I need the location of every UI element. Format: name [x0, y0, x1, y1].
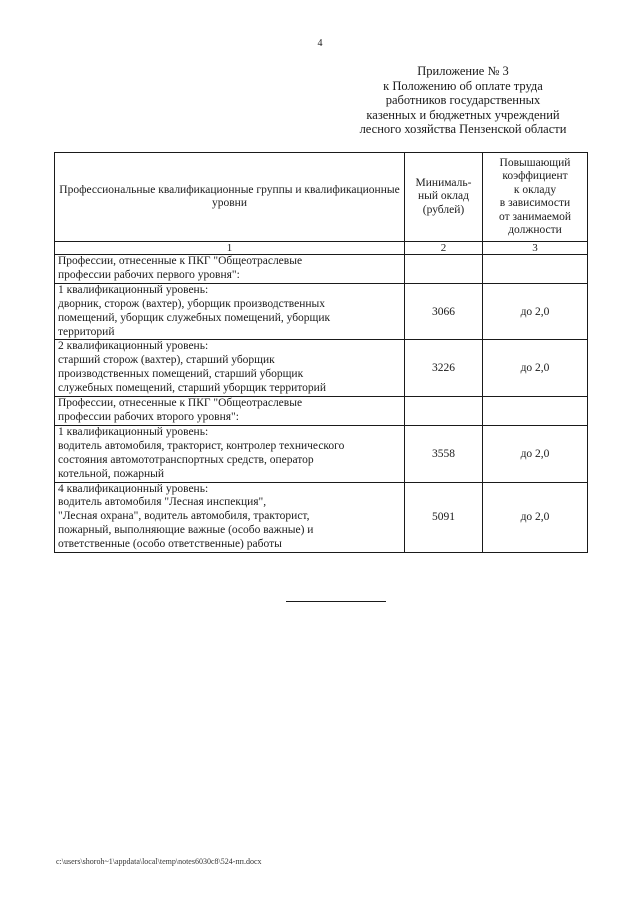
header-salary-line: ный оклад — [418, 190, 469, 203]
row-salary: 5091 — [405, 482, 483, 553]
header-coefficient — [483, 153, 588, 242]
appendix-line: лесного хозяйства Пензенской области — [359, 122, 567, 137]
row-coefficient: до 2,0 — [483, 283, 588, 340]
row-line: 1 квалификационный уровень: — [58, 283, 209, 296]
row-line: дворник, сторож (вахтер), уборщик производственных — [58, 297, 326, 310]
row-line: котельной, пожарный — [58, 467, 164, 480]
appendix-line: к Положению об оплате труда — [383, 78, 543, 93]
row-salary — [405, 255, 483, 284]
salary-table — [54, 152, 588, 553]
header-coefficient-line: от занимаемой — [498, 210, 572, 223]
header-coefficient-line: в зависимости — [499, 197, 571, 209]
row-description — [55, 482, 405, 553]
header-salary-line: (рублей) — [422, 203, 465, 216]
row-line: пожарный, выполняющие важные (особо важные) и — [58, 524, 314, 537]
end-divider — [286, 601, 386, 602]
row-coefficient: до 2,0 — [483, 482, 588, 553]
appendix-heading — [343, 64, 583, 137]
column-number: 1 — [55, 242, 405, 255]
row-description — [55, 340, 405, 397]
appendix-line: Приложение № 3 — [417, 64, 509, 78]
row-salary: 3226 — [405, 340, 483, 397]
row-line: профессии рабочих второго уровня": — [58, 410, 239, 423]
row-salary — [405, 397, 483, 426]
row-line: водитель автомобиля, тракторист, контролер технического — [58, 439, 345, 452]
page-number: 4 — [317, 38, 323, 49]
row-coefficient — [483, 397, 588, 426]
row-line: ответственные (особо ответственные) работы — [58, 538, 282, 551]
column-number-row — [55, 242, 588, 255]
row-line: территорий — [58, 325, 115, 338]
header-groups — [55, 153, 405, 242]
row-description — [55, 397, 405, 426]
row-line: старший сторож (вахтер), старший уборщик — [58, 354, 275, 367]
row-coefficient — [483, 255, 588, 284]
header-salary-line: Минималь- — [415, 176, 472, 189]
row-line: служебных помещений, старший уборщик территорий — [58, 382, 326, 395]
row-line: производственных помещений, старший уборщик — [58, 368, 304, 381]
table-row — [55, 255, 588, 284]
row-line: помещений, уборщик служебных помещений, уборщик — [58, 311, 331, 324]
column-number: 3 — [483, 242, 588, 255]
table-row — [55, 397, 588, 426]
header-coefficient-line: коэффициент — [502, 170, 568, 182]
row-salary: 3066 — [405, 283, 483, 340]
row-salary: 3558 — [405, 425, 483, 482]
row-line: "Лесная охрана", водитель автомобиля, тракторист, — [58, 510, 310, 523]
table-header-row — [55, 153, 588, 242]
table-row — [55, 482, 588, 553]
row-line: 4 квалификационный уровень: — [58, 482, 209, 495]
table-row — [55, 340, 588, 397]
row-line: Профессии, отнесенные к ПКГ "Общеотраслевые — [58, 255, 303, 267]
row-line: состояния автомототранспортных средств, оператор — [58, 453, 314, 466]
header-coefficient-line: к окладу — [513, 183, 557, 196]
header-coefficient-line: Повышающий — [499, 156, 571, 169]
appendix-line: работников государственных — [385, 93, 541, 108]
header-salary — [405, 153, 483, 242]
row-line: профессии рабочих первого уровня": — [58, 268, 240, 281]
row-line: 2 квалификационный уровень: — [58, 340, 209, 353]
row-line: 1 квалификационный уровень: — [58, 425, 209, 438]
column-number: 2 — [405, 242, 483, 255]
footer-file-path: c:\users\shoroh~1\appdata\local\temp\notes6030c8\524-пп.docx — [56, 857, 262, 866]
appendix-line: казенных и бюджетных учреждений — [366, 107, 560, 122]
row-description — [55, 283, 405, 340]
row-coefficient: до 2,0 — [483, 340, 588, 397]
row-description — [55, 255, 405, 284]
row-description — [55, 425, 405, 482]
table-row — [55, 283, 588, 340]
header-groups-text: Профессиональные квалификационные группы и квалификационные уровни — [59, 183, 400, 209]
row-line: водитель автомобиля "Лесная инспекция", — [58, 496, 267, 509]
row-coefficient: до 2,0 — [483, 425, 588, 482]
table-row — [55, 425, 588, 482]
header-coefficient-line: должности — [508, 224, 562, 236]
row-line: Профессии, отнесенные к ПКГ "Общеотраслевые — [58, 397, 303, 410]
